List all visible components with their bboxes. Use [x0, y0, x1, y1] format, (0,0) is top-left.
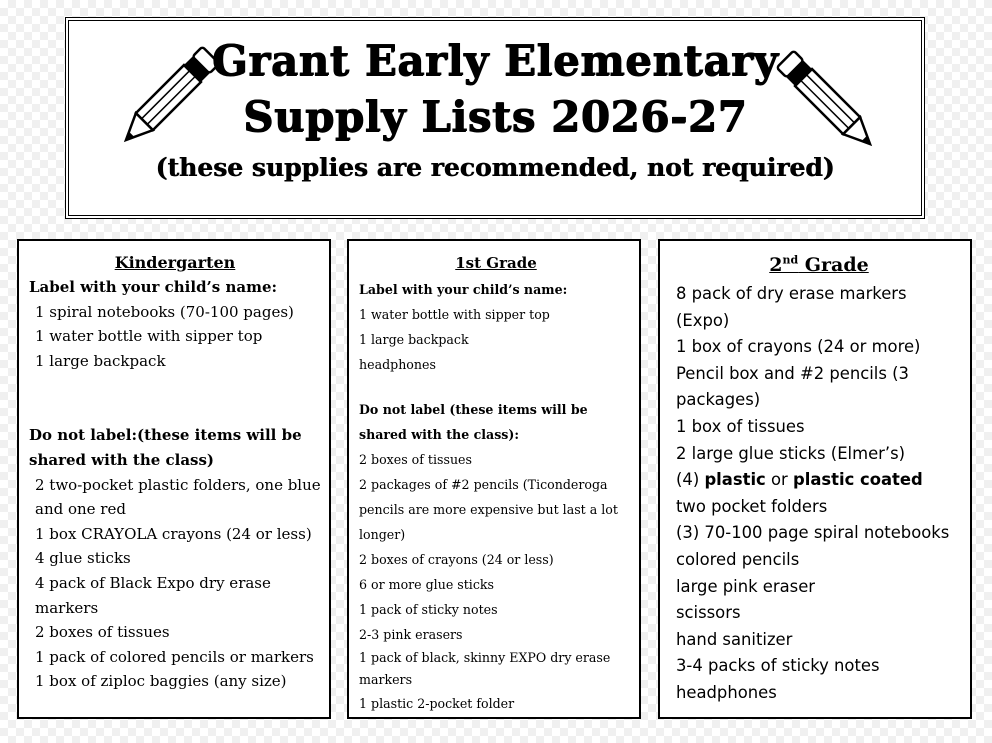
title-line-1: Grant Early Elementary	[211, 36, 779, 85]
list-item: 2 boxes of crayons (24 or less)	[359, 552, 554, 567]
list-item: 1 spiral notebooks (70-100 pages)	[35, 302, 294, 321]
list-item: headphones	[676, 682, 777, 702]
list-item: 4 glue sticks	[35, 549, 131, 568]
list-item: 2 packages of #2 pencils (Ticonderoga pencils are more expensive but last a lot longer)	[359, 477, 618, 542]
list-item: 1 pack of sticky notes	[359, 602, 498, 617]
list-item: 1 box CRAYOLA crayons (24 or less)	[35, 524, 312, 543]
shared-heading: Do not label:(these items will be shared with the class)	[29, 426, 302, 469]
kindergarten-list-panel	[17, 239, 331, 719]
list-item: 3-4 packs of sticky notes	[676, 656, 880, 676]
first-grade-list-panel	[347, 239, 641, 719]
list-item: 2-3 pink erasers	[359, 627, 463, 642]
list-item: 2 large glue sticks (Elmer’s)	[676, 443, 906, 463]
title-line-2: Supply Lists 2026-27	[242, 92, 748, 141]
list-item: 4 pack of Black Expo dry erase markers	[35, 573, 271, 617]
label-heading: Label with your child’s name:	[29, 278, 278, 296]
list-item: large pink eraser	[676, 576, 816, 596]
list-item: 1 box of crayons (24 or more)	[676, 337, 921, 357]
list-item: colored pencils	[676, 549, 800, 569]
list-item: 1 water bottle with sipper top	[35, 327, 263, 346]
list-item: 1 plastic 2-pocket folder	[359, 696, 515, 711]
list-item: 6 or more glue sticks	[359, 577, 494, 592]
list-item: 2 two-pocket plastic folders, one blue and one red	[35, 475, 321, 519]
second-grade-list-panel	[658, 239, 972, 719]
list-item: scissors	[676, 603, 741, 623]
list-item: 2 boxes of tissues	[35, 623, 170, 642]
list-item: 1 pack of colored pencils or markers	[35, 647, 314, 666]
second-grade-title: 2nd Grade	[769, 253, 869, 276]
list-item: Pencil box and #2 pencils (3 packages)	[676, 363, 909, 410]
list-item: headphones	[359, 357, 436, 372]
list-item: (4) plastic or plastic coated two pocket folders	[676, 470, 934, 516]
list-item: 1 box of tissues	[676, 416, 805, 436]
label-heading: Label with your child’s name:	[359, 282, 568, 297]
list-item: (3) 70-100 page spiral notebooks	[676, 523, 950, 543]
list-item: 1 large backpack	[359, 332, 469, 347]
first-grade-title: 1st Grade	[455, 254, 537, 272]
list-item: 8 pack of dry erase markers (Expo)	[676, 284, 907, 330]
kindergarten-title: Kindergarten	[114, 253, 236, 272]
list-item: 1 water bottle with sipper top	[359, 307, 550, 322]
list-item: 1 large backpack	[35, 351, 166, 370]
list-item: 2 boxes of tissues	[359, 452, 472, 467]
list-item: 1 pack of black, skinny EXPO dry erase markers	[359, 650, 611, 687]
shared-heading: Do not label (these items will be shared with the class):	[359, 402, 588, 442]
list-item: hand sanitizer	[676, 629, 793, 649]
header-banner	[68, 20, 922, 216]
list-item: 1 box of ziploc baggies (any size)	[35, 672, 287, 691]
subtitle: (these supplies are recommended, not required)	[155, 153, 835, 182]
pencil-icon	[769, 43, 889, 163]
